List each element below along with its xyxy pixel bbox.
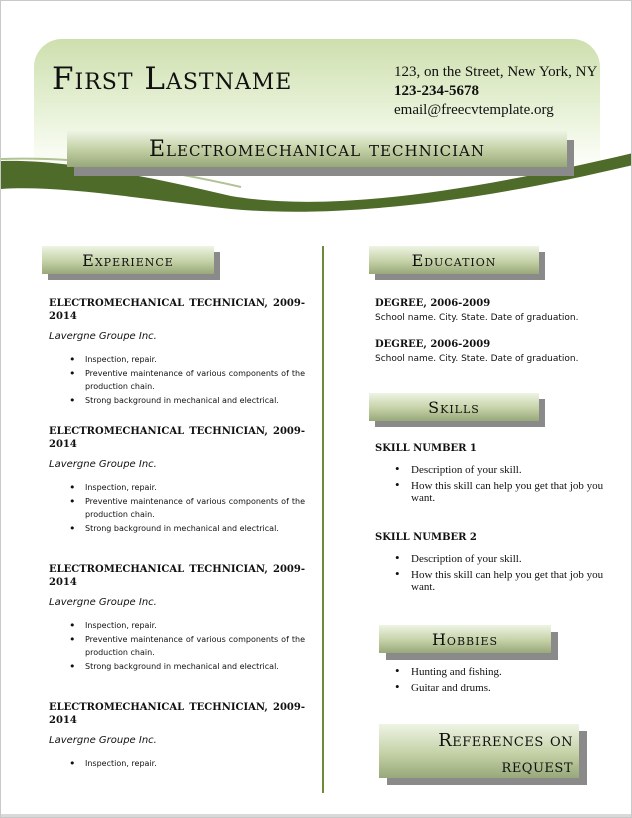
education-title: DEGREE, 2006-2009 bbox=[375, 339, 491, 350]
education-heading-text: Education bbox=[411, 250, 497, 270]
experience-entry bbox=[49, 563, 305, 673]
experience-bullets bbox=[49, 353, 305, 407]
experience-bullet: • Inspection, repair. bbox=[69, 353, 305, 367]
experience-bullet: • Preventive maintenance of various components of the production chain. bbox=[69, 633, 305, 660]
experience-bullets bbox=[49, 619, 305, 673]
address-text: 123, on the Street, New York, NY bbox=[394, 64, 598, 80]
skill-bullets bbox=[375, 464, 605, 504]
experience-bullet: • Preventive maintenance of various components of the production chain. bbox=[69, 367, 305, 394]
experience-entry bbox=[49, 701, 305, 771]
experience-bullet: • Strong background in mechanical and electrical. bbox=[69, 660, 305, 674]
experience-heading bbox=[42, 246, 214, 274]
education-desc: School name. City. State. Date of graduation. bbox=[375, 313, 579, 323]
education-heading bbox=[369, 246, 539, 274]
experience-title: ELECTROMECHANICAL TECHNICIAN, 2009-2014 bbox=[49, 564, 305, 588]
skill-bullet: • Description of your skill. bbox=[395, 553, 605, 565]
skill-bullet: • Description of your skill. bbox=[395, 464, 605, 476]
experience-entry bbox=[49, 425, 305, 535]
references-banner bbox=[379, 724, 579, 778]
skill-bullets bbox=[375, 553, 605, 593]
experience-bullet: • Inspection, repair. bbox=[69, 481, 305, 495]
experience-bullets bbox=[49, 757, 305, 771]
job-title-text: Electromechanical technician bbox=[149, 136, 485, 162]
experience-title: ELECTROMECHANICAL TECHNICIAN, 2009-2014 bbox=[49, 298, 305, 322]
education-entry bbox=[375, 338, 605, 366]
skill-title: SKILL NUMBER 1 bbox=[375, 443, 477, 454]
skills-heading bbox=[369, 393, 539, 421]
education-list bbox=[375, 297, 605, 366]
phone-text: 123-234-5678 bbox=[394, 83, 479, 99]
email-text: email@freecvtemplate.org bbox=[394, 102, 554, 118]
contact-block bbox=[394, 63, 597, 120]
candidate-name: First Lastname bbox=[52, 61, 293, 97]
experience-company: Lavergne Groupe Inc. bbox=[49, 735, 157, 746]
skill-title: SKILL NUMBER 2 bbox=[375, 532, 477, 543]
job-title-banner bbox=[67, 131, 567, 167]
experience-bullet: • Inspection, repair. bbox=[69, 757, 305, 771]
experience-bullet: • Strong background in mechanical and electrical. bbox=[69, 394, 305, 408]
skill-bullet: • How this skill can help you get that job you want. bbox=[395, 480, 605, 504]
experience-company: Lavergne Groupe Inc. bbox=[49, 331, 157, 342]
experience-bullet: • Preventive maintenance of various components of the production chain. bbox=[69, 495, 305, 522]
skill-entry bbox=[375, 442, 605, 504]
hobbies-list bbox=[375, 666, 605, 698]
experience-entry bbox=[49, 297, 305, 407]
experience-bullet: • Strong background in mechanical and electrical. bbox=[69, 522, 305, 536]
education-desc: School name. City. State. Date of graduation. bbox=[375, 354, 579, 364]
column-divider bbox=[322, 246, 324, 793]
hobby-bullets bbox=[375, 666, 605, 694]
hobbies-heading-text: Hobbies bbox=[431, 629, 499, 649]
education-title: DEGREE, 2006-2009 bbox=[375, 298, 491, 309]
experience-heading-text: Experience bbox=[82, 250, 174, 270]
hobby-item: • Guitar and drums. bbox=[395, 682, 605, 694]
references-text: References on request bbox=[438, 730, 573, 777]
experience-bullet: • Inspection, repair. bbox=[69, 619, 305, 633]
skills-list bbox=[375, 442, 605, 597]
experience-list bbox=[49, 297, 305, 771]
skill-entry bbox=[375, 531, 605, 593]
skill-bullet: • How this skill can help you get that job you want. bbox=[395, 569, 605, 593]
experience-company: Lavergne Groupe Inc. bbox=[49, 459, 157, 470]
education-entry bbox=[375, 297, 605, 325]
experience-title: ELECTROMECHANICAL TECHNICIAN, 2009-2014 bbox=[49, 702, 305, 726]
hobby-item: • Hunting and fishing. bbox=[395, 666, 605, 678]
experience-bullets bbox=[49, 481, 305, 535]
skills-heading-text: Skills bbox=[428, 397, 480, 417]
hobbies-heading bbox=[379, 625, 551, 653]
experience-title: ELECTROMECHANICAL TECHNICIAN, 2009-2014 bbox=[49, 426, 305, 450]
experience-company: Lavergne Groupe Inc. bbox=[49, 597, 157, 608]
